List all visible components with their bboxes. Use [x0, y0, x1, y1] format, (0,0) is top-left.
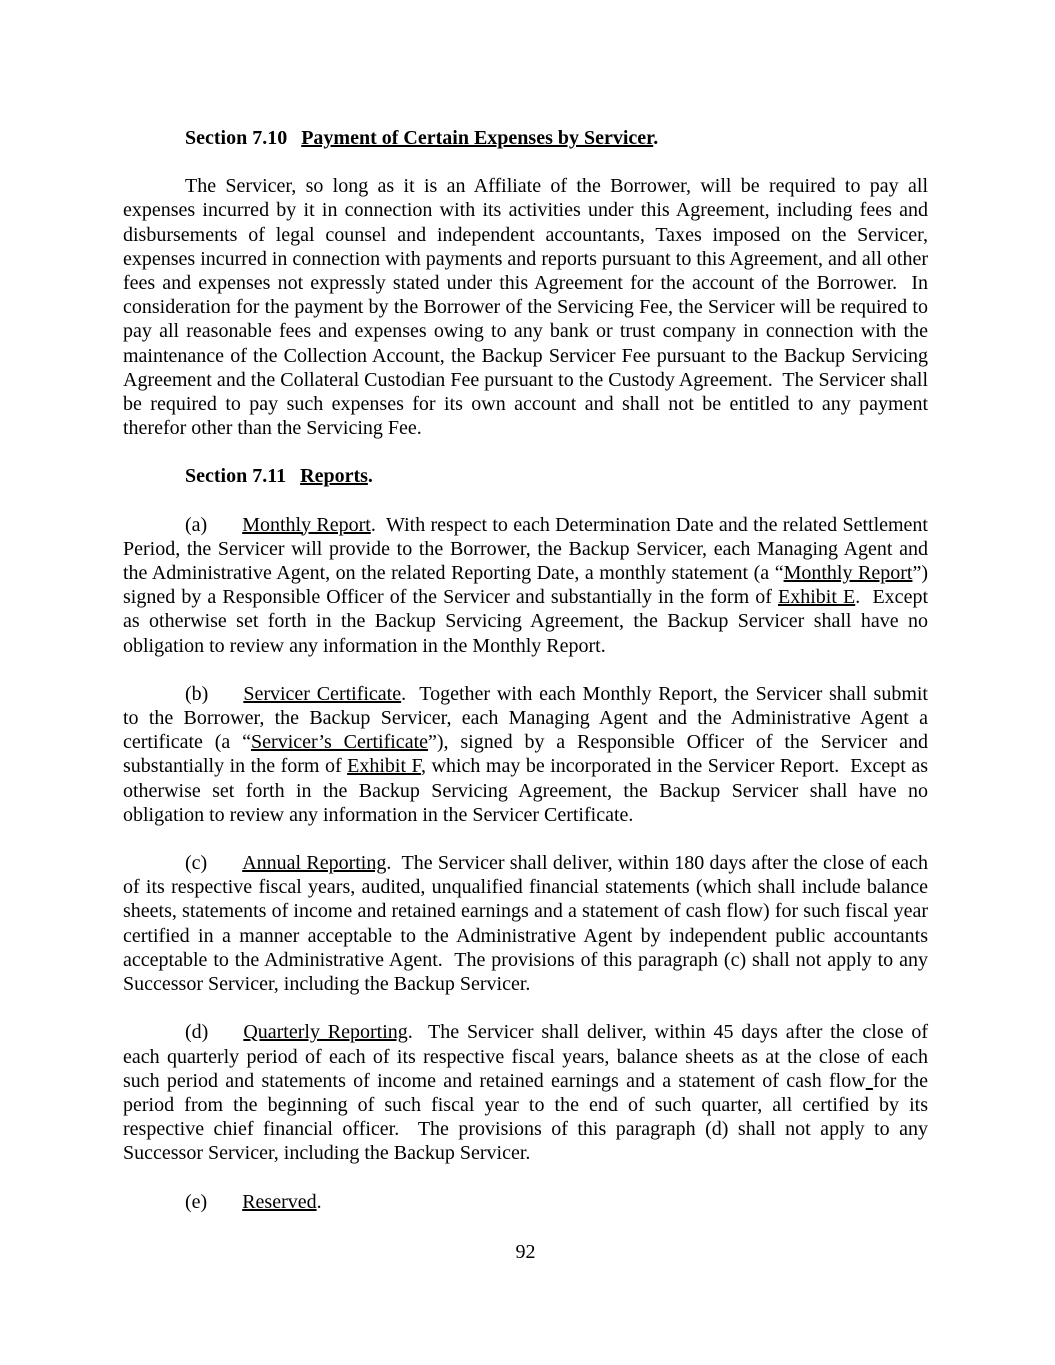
- text-run: for the period from the beginning of such fiscal year to the end of such quarter, all certified by its respective chief financial officer. The provisions of this paragraph (d) shall not apply to any Successor Servicer, including the Backup Servicer.: [123, 1069, 928, 1165]
- text-run: Monthly Report: [242, 513, 371, 536]
- document-body: [123, 126, 928, 1214]
- section-heading-7-11: [123, 464, 928, 488]
- text-run: ”) signed by a Responsible Officer of the Servicer and substantially in the form of: [123, 562, 928, 609]
- paragraph-a-monthly-report: [123, 513, 928, 658]
- paragraph-b-servicer-certificate: [123, 682, 928, 827]
- text-run: . The Servicer shall deliver, within 45 days after the close of each quarterly period of each of its respective fiscal years, balance sheets as at the close of each such period and statements of income and retained earnings and a statement of cash flow: [123, 1021, 928, 1092]
- paragraph-c-annual-reporting: [123, 851, 928, 996]
- paragraph-d-quarterly-reporting: [123, 1020, 928, 1165]
- text-run: .: [367, 465, 373, 488]
- text-run: (d): [185, 1021, 209, 1044]
- text-run: Servicer Certificate: [243, 682, 402, 705]
- text-run: Monthly Report: [783, 562, 913, 585]
- text-run: Exhibit E: [778, 586, 856, 609]
- text-run: Exhibit F: [347, 755, 422, 778]
- text-run: .: [653, 127, 659, 149]
- text-run: Servicer’s Certificate: [251, 731, 428, 754]
- text-run: (b): [185, 682, 209, 705]
- text-run: [866, 1070, 873, 1092]
- text-run: (c): [185, 852, 208, 875]
- text-run: Reports: [300, 465, 368, 488]
- text-run: Section 7.10: [185, 127, 288, 149]
- page-number: 92: [515, 1240, 536, 1263]
- text-run: Reserved: [242, 1190, 317, 1213]
- text-run: (a): [185, 513, 208, 536]
- section-heading-7-10: [123, 126, 928, 150]
- paragraph-7-10-body: [123, 174, 928, 440]
- text-run: . Together with each Monthly Report, the Servicer shall submit to the Borrower, the Backup Servicer, each Managing Agent and the Administrative Agent a certificate (a “: [123, 682, 928, 754]
- text-run: , which may be incorporated in the Servicer Report. Except as otherwise set forth in the Backup Servicing Agreement, the Backup Servicer shall have no obligation to review any information in the Servicer Certificate.: [123, 755, 928, 826]
- text-run: . With respect to each Determination Date and the related Settlement Period, the Servicer will provide to the Borrower, the Backup Servicer, each Managing Agent and the Administrative Agent, on the related Reporting Date, a monthly statement (a “: [123, 513, 928, 585]
- text-run: (e): [185, 1190, 208, 1213]
- text-run: . The Servicer shall deliver, within 180 days after the close of each of its respective fiscal years, audited, unqualified financial statements (which shall include balance sheets, statements of income and retained earnings and a statement of cash flow) for such fiscal year certified in a manner acceptable to the Administrative Agent by independent public accountants acceptable to the Administrative Agent. The provisions of this paragraph (c) shall not apply to any Successor Servicer, including the Backup Servicer.: [123, 852, 928, 996]
- text-run: . Except as otherwise set forth in the Backup Servicing Agreement, the Backup Servicer shall have no obligation to review any information in the Monthly Report.: [123, 586, 928, 657]
- text-run: The Servicer, so long as it is an Affiliate of the Borrower, will be required to pay all expenses incurred by it in connection with its activities under this Agreement, including fees and disbursements of legal counsel and independent accountants, Taxes imposed on the Servicer, expenses incurred in connection with payments and reports pursuant to this Agreement, and all other fees and expenses not expressly stated under this Agreement for the account of the Borrower. In consideration for the payment by the Borrower of the Servicing Fee, the Servicer will be required to pay all reasonable fees and expenses owing to any bank or trust company in connection with the maintenance of the Collection Account, the Backup Servicer Fee pursuant to the Backup Servicing Agreement and the Collateral Custodian Fee pursuant to the Custody Agreement. The Servicer shall be required to pay such expenses for its own account and shall not be entitled to any payment therefor other than the Servicing Fee.: [123, 175, 928, 440]
- text-run: Annual Reporting: [242, 852, 387, 875]
- text-run: Payment of Certain Expenses by Servicer: [301, 127, 654, 149]
- paragraph-e-reserved: [123, 1190, 928, 1214]
- text-run: .: [316, 1190, 322, 1213]
- text-run: Section 7.11: [185, 465, 287, 488]
- text-run: Quarterly Reporting: [243, 1021, 408, 1044]
- text-run: ”), signed by a Responsible Officer of the Servicer and substantially in the form of: [123, 731, 928, 778]
